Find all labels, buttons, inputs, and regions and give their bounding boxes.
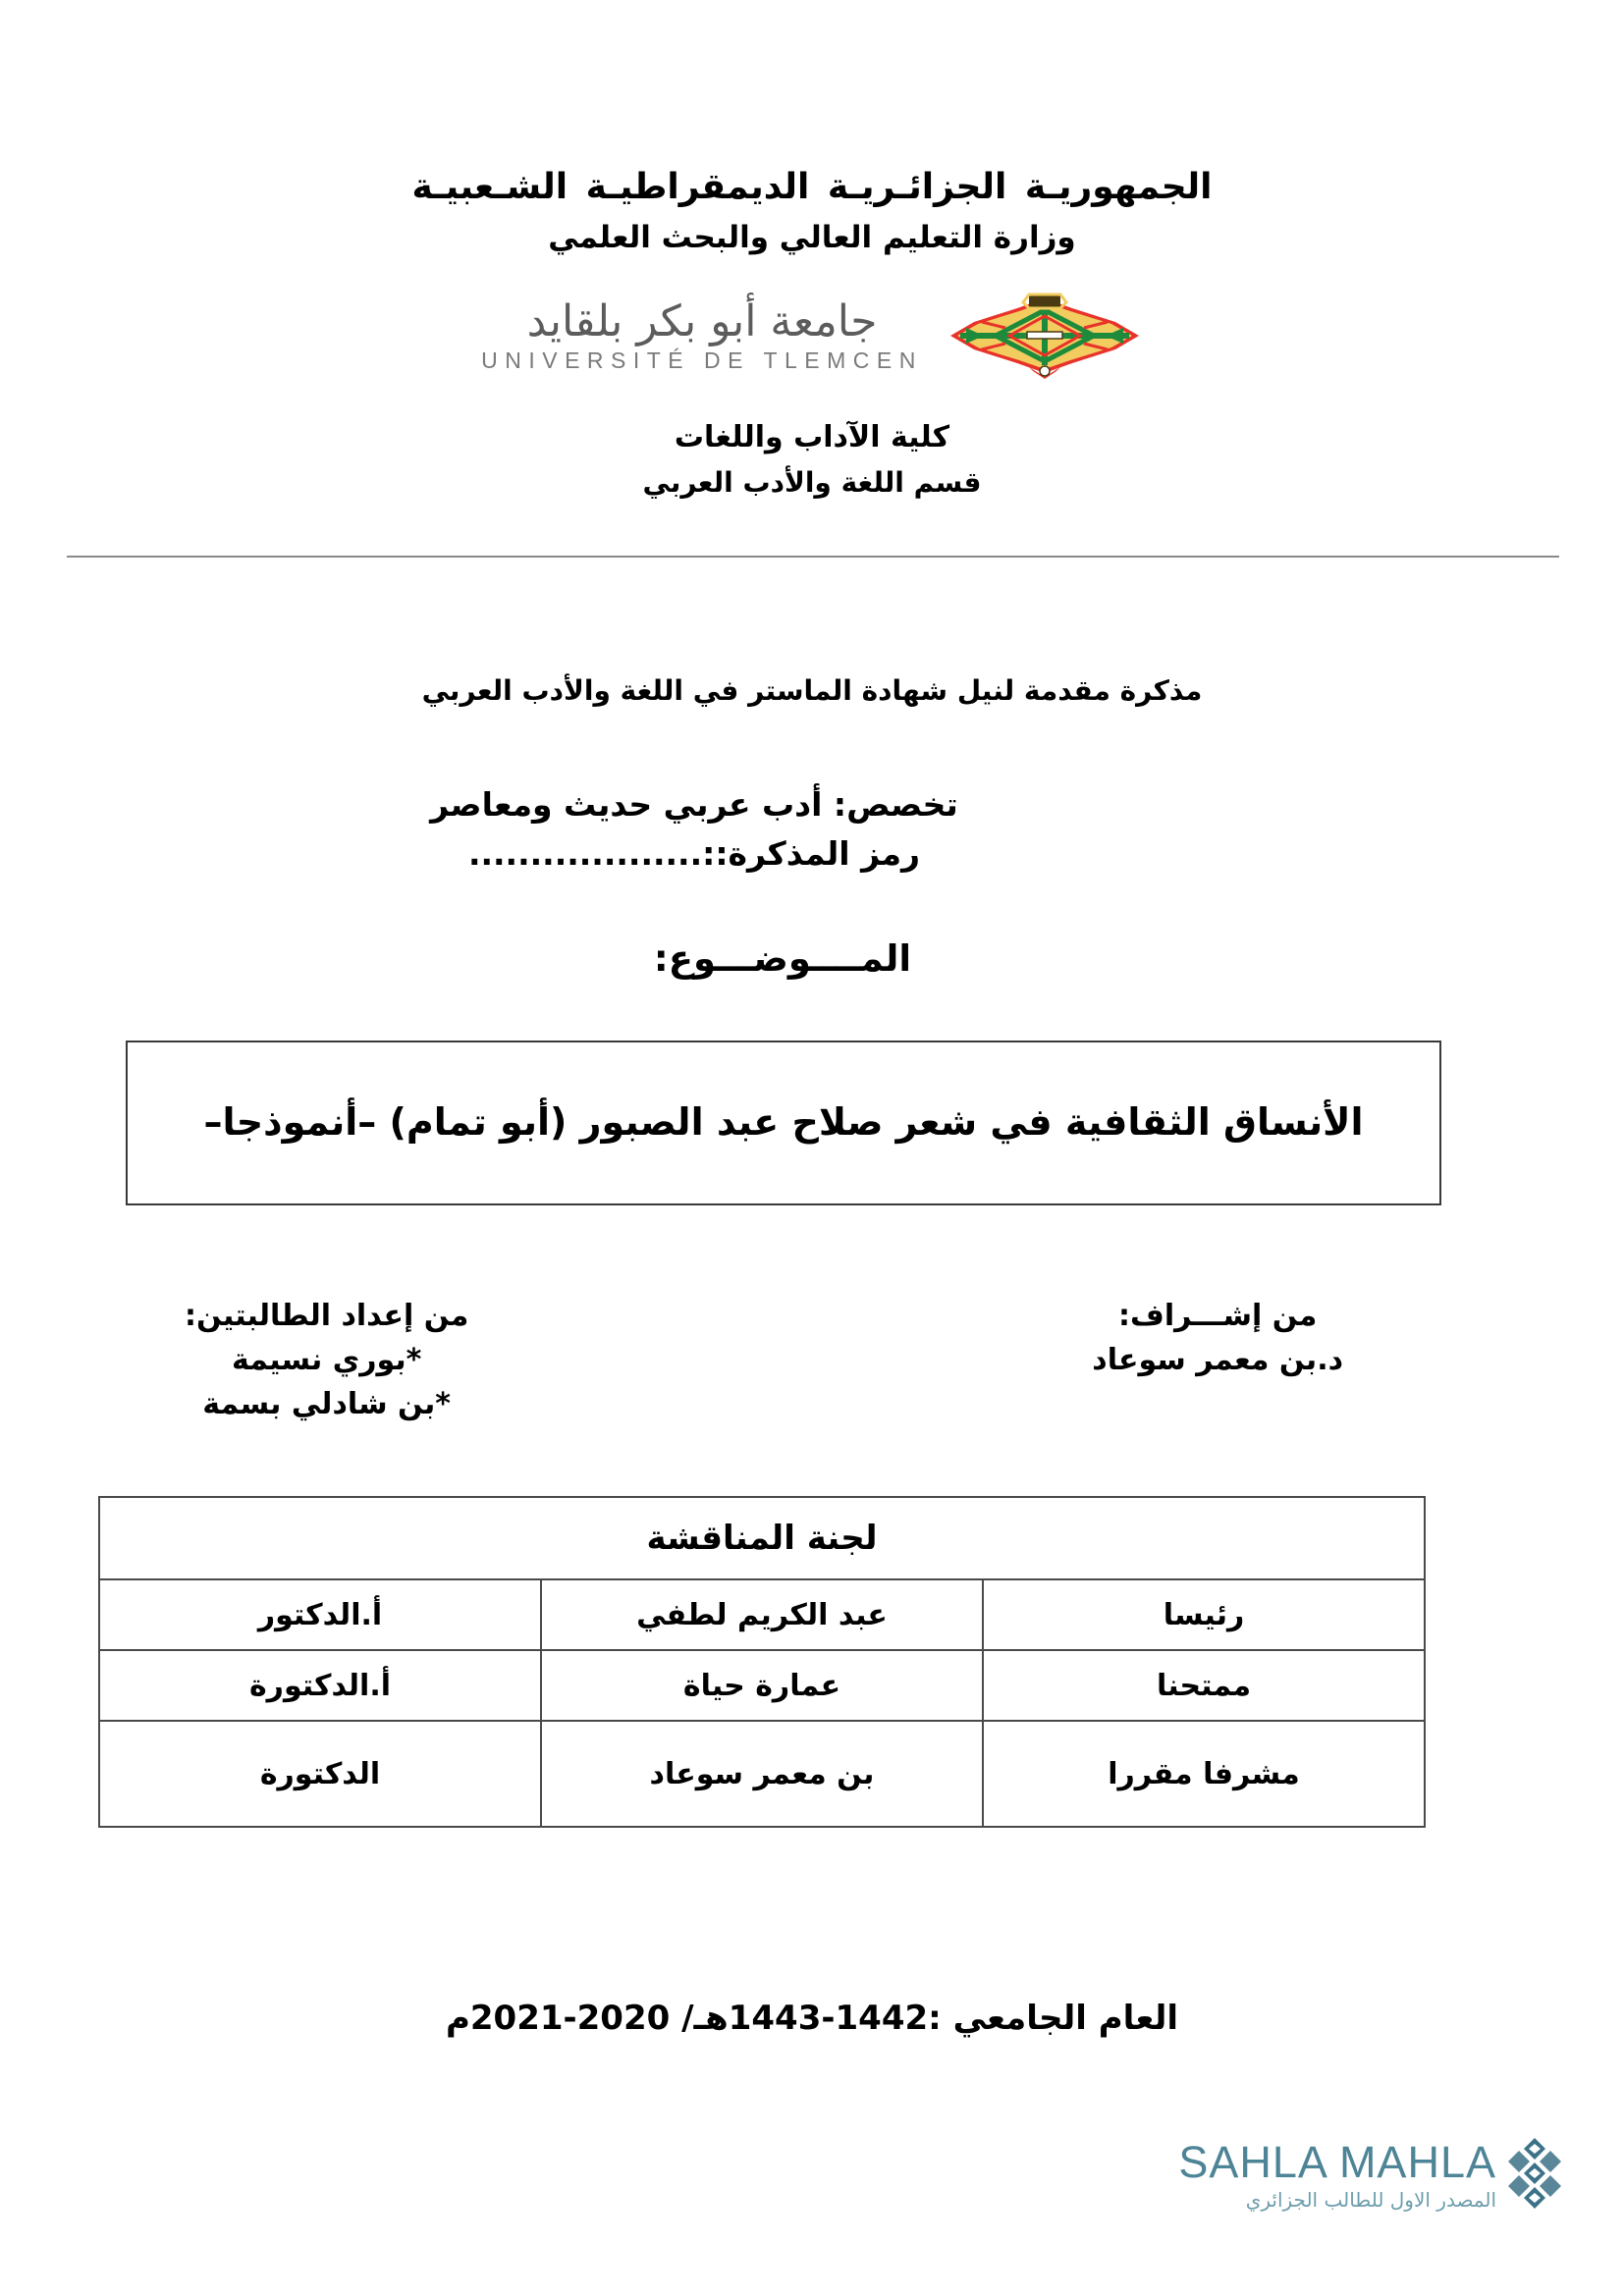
student-name-2: *بن شادلي بسمة xyxy=(202,1387,451,1421)
specialization-line: تخصص: أدب عربي حديث ومعاصر xyxy=(430,785,958,824)
ministry-title: وزارة التعليم العالي والبحث العلمي xyxy=(548,220,1076,256)
watermark-brand-name: SAHLA MAHLA xyxy=(1178,2136,1496,2187)
department-name: قسم اللغة والأدب العربي xyxy=(642,465,982,499)
memo-code-line: رمز المذكرة::................... xyxy=(467,833,921,873)
committee-heading: لجنة المناقشة xyxy=(99,1497,1425,1579)
thesis-title: الأنساق الثقافية في شعر صلاح عبد الصبور (أبو تمام) –أنموذجا– xyxy=(203,1100,1364,1145)
table-row xyxy=(99,1650,1425,1721)
committee-name-1: عبد الكريم لطفي xyxy=(541,1579,983,1650)
supervisor-heading: من إشـــراف: xyxy=(1117,1299,1318,1333)
republic-title: الجمهوريـة الجزائـريـة الديمقراطيـة الشـعبيـة xyxy=(411,167,1213,207)
university-name-arabic: جامعة أبو بكر بلقايد xyxy=(526,295,878,347)
submission-statement: مذكرة مقدمة لنيل شهادة الماستر في اللغة والأدب العربي xyxy=(421,674,1203,707)
document-header xyxy=(0,165,1624,259)
specialization-block xyxy=(0,780,1624,878)
committee-title-1: أ.الدكتور xyxy=(99,1579,541,1650)
faculty-name: كلية الآداب واللغات xyxy=(674,420,950,454)
university-logo xyxy=(0,293,1624,379)
sahla-mahla-logo-icon xyxy=(1506,2136,1563,2213)
table-row xyxy=(99,1721,1425,1827)
committee-role-1: رئيسا xyxy=(983,1579,1425,1650)
supervisor-name: د.بن معمر سوعاد xyxy=(1092,1343,1343,1377)
people-row xyxy=(126,1294,1441,1426)
university-name-french: UNIVERSITÉ DE TLEMCEN xyxy=(481,347,923,373)
students-heading: من إعداد الطالبتين: xyxy=(185,1299,469,1333)
committee-title-3: الدكتورة xyxy=(99,1721,541,1827)
supervisor-column xyxy=(1092,1294,1441,1426)
academic-year: العام الجامعي :1442-1443هـ/ 2020-2021م xyxy=(445,1999,1179,2038)
thesis-title-box xyxy=(126,1041,1441,1205)
watermark-tagline: المصدر الاول للطالب الجزائري xyxy=(1245,2187,1496,2212)
committee-role-2: ممتحنا xyxy=(983,1650,1425,1721)
student-name-1: *بوري نسيمة xyxy=(231,1343,422,1377)
sahla-mahla-watermark xyxy=(1151,2136,1563,2213)
university-emblem-icon xyxy=(947,293,1143,379)
committee-name-2: عمارة حياة xyxy=(541,1650,983,1721)
header-divider xyxy=(67,556,1559,558)
students-column xyxy=(126,1294,468,1426)
committee-role-3: مشرفا مقررا xyxy=(983,1721,1425,1827)
committee-name-3: بن معمر سوعاد xyxy=(541,1721,983,1827)
university-logo-text xyxy=(481,295,923,373)
faculty-block xyxy=(0,416,1624,503)
watermark-text xyxy=(1178,2136,1496,2212)
table-row-heading xyxy=(99,1497,1425,1579)
committee-title-2: أ.الدكتورة xyxy=(99,1650,541,1721)
committee-table xyxy=(98,1496,1426,1828)
table-row xyxy=(99,1579,1425,1650)
subject-label: المــــوضـــوع: xyxy=(653,937,912,980)
